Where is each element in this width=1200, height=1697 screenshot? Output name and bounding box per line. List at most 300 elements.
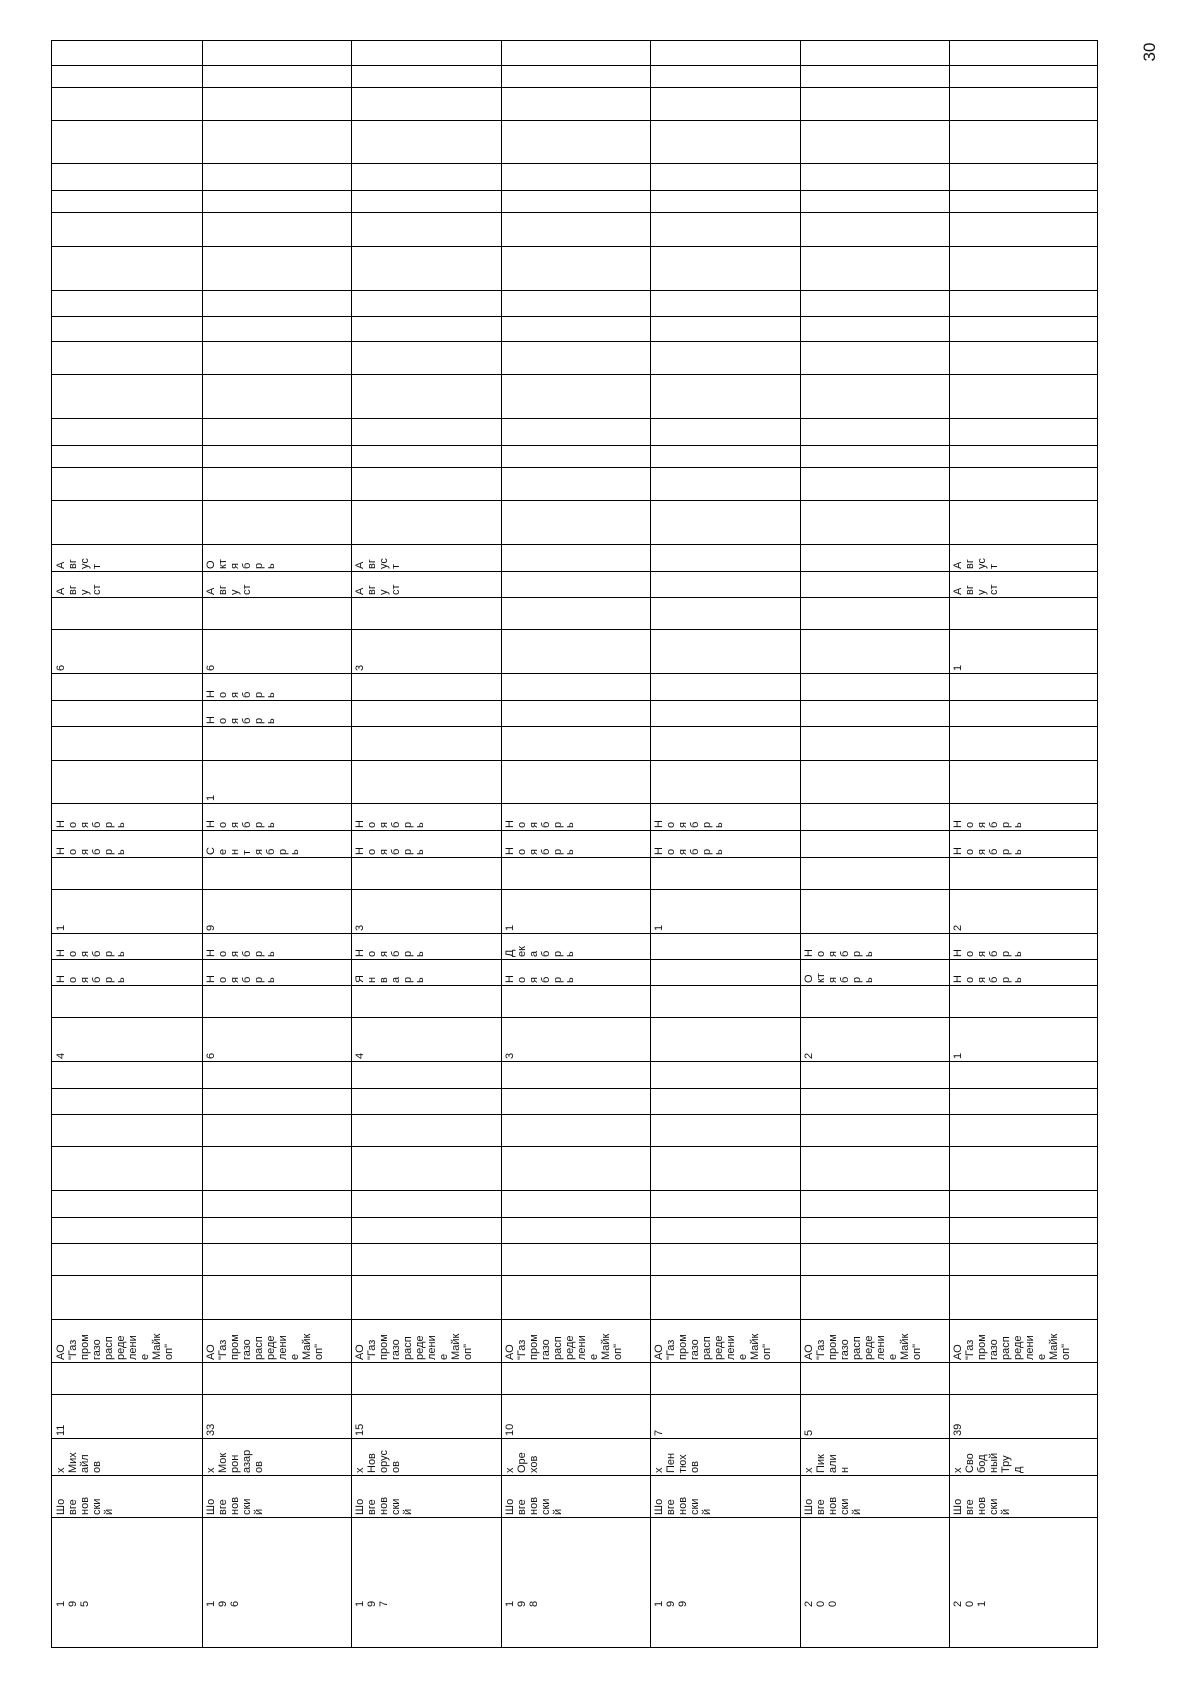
cell-text-line: 2 [803,1052,815,1059]
cell-text-line: о [964,976,976,983]
cell-text-line: ь [414,977,426,983]
cell-text-line: р [552,950,564,957]
cell-text-line: 1 [55,1600,67,1607]
cell-text-line: е [289,1353,301,1360]
cell-text-line: 1 [354,1600,366,1607]
row-divider [52,190,1097,191]
cell-text-line: р [253,691,265,698]
cell-text-line: Н [803,949,815,957]
cell-text-line: АО [504,1344,516,1360]
row-divider [52,857,1097,858]
count-cell [952,889,1096,933]
cell-text-line: лени [1024,1335,1036,1360]
cell-text-line: я [79,977,91,983]
cell-text-line: вг [217,585,229,595]
cell-text-line: оп" [612,1344,624,1360]
cell-text-line: е [1036,1353,1048,1360]
number-cell [354,1394,498,1438]
cell-text-line: Н [55,820,67,828]
cell-text-line: т [241,849,253,855]
cell-text-line: Н [205,820,217,828]
cell-text-line: 8 [528,1600,540,1607]
column-divider [351,41,352,1647]
count-cell [504,1017,648,1061]
cell-text-line: 9 [217,1600,229,1607]
cell-text-line: ь [1012,822,1024,828]
cell-text-line: о [217,691,229,698]
cell-text-line: Н [55,975,67,983]
cell-text-line: ст [390,584,402,595]
cell-text-line: 9 [67,1600,79,1607]
organization-cell [504,1319,648,1362]
cell-text-line: вг [366,585,378,595]
organization-cell [354,1319,498,1362]
cell-text-line: 0 [815,1600,827,1607]
cell-text-line: у [79,589,91,595]
month-cell [952,830,1096,857]
row-divider [52,467,1097,468]
cell-text-line: вге [516,1499,528,1515]
cell-text-line: ь [1012,951,1024,957]
cell-text-line: кт [815,973,827,983]
cell-text-line: 9 [366,1600,378,1607]
row-number-cell [952,1517,1096,1609]
cell-text-line: ь [265,718,277,724]
cell-text-line: р [103,821,115,828]
cell-text-line: Оре [516,1452,528,1473]
cell-text-line: о [67,848,79,855]
cell-text-line: нов [79,1496,91,1515]
cell-text-line: лени [875,1335,887,1360]
cell-text-line: б [241,562,253,569]
cell-text-line: о [815,950,827,957]
cell-text-line: я [229,977,241,983]
cell-text-line: АО [653,1344,665,1360]
cell-text-line: 3 [354,924,366,931]
cell-text-line: 9 [516,1600,528,1607]
cell-text-line: о [516,976,528,983]
cell-text-line: р [103,848,115,855]
cell-text-line: 1 [976,1600,988,1607]
cell-text-line: о [217,821,229,828]
month-cell [952,933,1096,959]
cell-text-line: Майк [1048,1333,1060,1360]
cell-text-line: Н [504,847,516,855]
cell-text-line: о [217,950,229,957]
cell-text-line: я [976,977,988,983]
cell-text-line: 1 [952,664,964,671]
cell-text-line: А [55,561,67,569]
cell-text-line: р [253,821,265,828]
cell-text-line: лени [725,1335,737,1360]
cell-text-line: газо [839,1339,851,1360]
cell-text-line: А [55,587,67,595]
cell-text-line: я [229,718,241,724]
cell-text-line: р [253,950,265,957]
row-divider [52,1275,1097,1276]
month-cell [205,673,349,700]
cell-text-line: оп" [163,1344,175,1360]
cell-text-line: д [1012,1466,1024,1473]
month-cell [205,933,349,959]
cell-text-line: реде [1012,1335,1024,1360]
settlement-cell [354,1475,498,1517]
cell-text-line: Н [952,949,964,957]
cell-text-line: у [976,589,988,595]
month-cell [354,571,498,597]
cell-text-line: Н [55,949,67,957]
row-divider [52,985,1097,986]
cell-text-line: х [354,1467,366,1473]
cell-text-line: р [103,950,115,957]
cell-text-line: "Газ [366,1339,378,1360]
cell-text-line: б [241,821,253,828]
cell-text-line: х [653,1467,665,1473]
cell-text-line: я [378,822,390,828]
cell-text-line: я [79,849,91,855]
month-cell [55,830,199,857]
cell-text-line: газо [390,1339,402,1360]
row-divider [52,163,1097,164]
cell-text-line: Н [205,975,217,983]
cell-text-line: р [701,848,713,855]
column-divider [800,41,801,1647]
cell-text-line: Н [952,847,964,855]
cell-text-line: б [540,950,552,957]
cell-text-line: р [253,717,265,724]
cell-text-line: б [689,821,701,828]
cell-text-line: А [952,561,964,569]
count-cell [803,1017,947,1061]
cell-text-line: н [229,848,241,855]
cell-text-line: у [229,589,241,595]
cell-text-line: ь [564,849,576,855]
cell-text-line: расп [851,1336,863,1360]
locality-cell [205,1438,349,1475]
cell-text-line: реде [564,1335,576,1360]
cell-text-line: реде [115,1335,127,1360]
cell-text-line: расп [552,1336,564,1360]
cell-text-line: ь [115,849,127,855]
locality-cell [952,1438,1096,1475]
cell-text-line: х [205,1467,217,1473]
cell-text-line: Майк [600,1333,612,1360]
column-divider [650,41,651,1647]
cell-text-line: газо [540,1339,552,1360]
cell-text-line: ь [564,977,576,983]
cell-text-line: у [378,589,390,595]
month-cell [354,933,498,959]
cell-text-line: Д [504,949,516,957]
cell-text-line: С [205,847,217,855]
month-cell [803,959,947,985]
month-cell [354,959,498,985]
cell-text-line: 15 [354,1423,366,1436]
cell-text-line: ус [378,558,390,569]
cell-text-line: й [253,1508,265,1515]
cell-text-line: Шо [653,1498,665,1515]
cell-text-line: б [540,821,552,828]
cell-text-line: ек [516,946,528,957]
row-divider [52,1243,1097,1244]
cell-text-line: Майк [899,1333,911,1360]
cell-text-line: б [241,976,253,983]
cell-text-line: Н [205,716,217,724]
organization-cell [55,1319,199,1362]
cell-text-line: али [827,1454,839,1473]
cell-text-line: пром [677,1334,689,1360]
cell-text-line: Н [653,820,665,828]
cell-text-line: 1 [205,1600,217,1607]
count-cell [205,1017,349,1061]
cell-text-line: ус [976,558,988,569]
cell-text-line: 33 [205,1423,217,1436]
cell-text-line: е [438,1353,450,1360]
row-divider [52,1362,1097,1363]
cell-text-line: Н [504,820,516,828]
cell-text-line: е [737,1353,749,1360]
row-number-cell [653,1517,797,1609]
count-cell [354,1017,498,1061]
cell-text-line: о [964,950,976,957]
row-divider [52,1114,1097,1115]
count-cell [205,889,349,933]
count-cell [952,629,1096,673]
cell-text-line: ь [265,951,277,957]
cell-text-line: АО [354,1344,366,1360]
cell-text-line: б [91,950,103,957]
cell-text-line: в [378,977,390,983]
cell-text-line: р [402,821,414,828]
cell-text-line: реде [713,1335,725,1360]
cell-text-line: я [677,822,689,828]
month-cell [205,803,349,830]
cell-text-line: я [253,849,265,855]
cell-text-line: р [1000,950,1012,957]
cell-text-line: расп [253,1336,265,1360]
cell-text-line: р [1000,976,1012,983]
row-number-cell [504,1517,648,1609]
row-divider [52,1190,1097,1191]
row-divider [52,316,1097,317]
cell-text-line: е [588,1353,600,1360]
cell-text-line: 2 [803,1600,815,1607]
cell-text-line: 6 [229,1600,241,1607]
cell-text-line: я [827,951,839,957]
cell-text-line: хов [528,1455,540,1473]
month-cell [55,571,199,597]
cell-text-line: я [528,822,540,828]
cell-text-line: пром [229,1334,241,1360]
cell-text-line: Н [354,949,366,957]
cell-text-line: ски [91,1498,103,1515]
cell-text-line: ь [115,822,127,828]
cell-text-line: ь [1012,977,1024,983]
cell-text-line: Шо [55,1498,67,1515]
row-number-cell [354,1517,498,1609]
row-divider [52,418,1097,419]
cell-text-line: 1 [952,1052,964,1059]
cell-text-line: Шо [952,1498,964,1515]
cell-text-line: 3 [354,664,366,671]
cell-text-line: вге [366,1499,378,1515]
cell-text-line: нов [677,1496,689,1515]
cell-text-line: 6 [205,1052,217,1059]
cell-text-line: Пен [665,1452,677,1473]
cell-text-line: т [91,563,103,569]
month-cell [55,959,199,985]
cell-text-line: б [91,976,103,983]
cell-text-line: Шо [803,1498,815,1515]
cell-text-line: реде [265,1335,277,1360]
column-divider [949,41,950,1647]
cell-text-line: р [1000,848,1012,855]
page-number: 30 [1140,42,1159,62]
month-cell [205,700,349,726]
cell-text-line: Майк [450,1333,462,1360]
cell-text-line: 10 [504,1423,516,1436]
cell-text-line: 4 [55,1052,67,1059]
cell-text-line: ь [713,849,725,855]
cell-text-line: ски [390,1498,402,1515]
cell-text-line: а [390,976,402,983]
cell-text-line: вг [67,585,79,595]
cell-text-line: н [366,976,378,983]
cell-text-line: ст [91,584,103,595]
cell-text-line: ь [265,977,277,983]
month-cell [354,544,498,571]
cell-text-line: Н [354,847,366,855]
cell-text-line: айл [79,1454,91,1473]
month-cell [55,803,199,830]
cell-text-line: я [528,849,540,855]
cell-text-line: ски [540,1498,552,1515]
cell-text-line: 11 [55,1424,67,1436]
cell-text-line: б [540,976,552,983]
cell-text-line: 1 [504,1600,516,1607]
cell-text-line: 1 [653,924,665,931]
cell-text-line: 1 [205,794,217,801]
cell-text-line: нов [827,1496,839,1515]
cell-text-line: ь [863,951,875,957]
cell-text-line: ов [91,1461,103,1473]
cell-text-line: р [851,976,863,983]
cell-text-line: вг [67,559,79,569]
cell-text-line: Майк [301,1333,313,1360]
cell-text-line: ь [713,822,725,828]
cell-text-line: тюх [677,1454,689,1473]
cell-text-line: 7 [378,1600,390,1607]
cell-text-line: ов [689,1461,701,1473]
row-divider [52,726,1097,727]
cell-text-line: р [701,821,713,828]
cell-text-line: "Газ [964,1339,976,1360]
settlement-cell [504,1475,648,1517]
cell-text-line: Майк [749,1333,761,1360]
cell-text-line: азар [241,1449,253,1473]
row-divider [52,1217,1097,1218]
cell-text-line: ь [265,822,277,828]
cell-text-line: х [952,1467,964,1473]
cell-text-line: я [528,977,540,983]
cell-text-line: б [390,950,402,957]
cell-text-line: р [851,950,863,957]
cell-text-line: лени [576,1335,588,1360]
cell-text-line: ски [839,1498,851,1515]
month-cell [504,803,648,830]
cell-text-line: й [1000,1508,1012,1515]
month-cell [504,959,648,985]
cell-text-line: Н [354,820,366,828]
cell-text-line: пром [79,1334,91,1360]
cell-text-line: я [976,822,988,828]
cell-text-line: "Газ [516,1339,528,1360]
count-cell [205,760,349,803]
row-number-cell [205,1517,349,1609]
count-cell [653,889,797,933]
cell-text-line: ь [414,822,426,828]
cell-text-line: о [366,848,378,855]
cell-text-line: о [665,821,677,828]
cell-text-line: 1 [504,924,516,931]
cell-text-line: ов [253,1461,265,1473]
data-table [51,40,1098,1648]
number-cell [504,1394,648,1438]
cell-text-line: 9 [205,924,217,931]
cell-text-line: ь [115,977,127,983]
number-cell [952,1394,1096,1438]
cell-text-line: Майк [151,1333,163,1360]
cell-text-line: 9 [677,1600,689,1607]
cell-text-line: б [988,950,1000,957]
cell-text-line: 1 [55,924,67,931]
cell-text-line: б [988,848,1000,855]
cell-text-line: р [1000,821,1012,828]
cell-text-line: 9 [665,1600,677,1607]
cell-text-line: вг [964,585,976,595]
cell-text-line: вге [217,1499,229,1515]
cell-text-line: х [803,1467,815,1473]
cell-text-line: "Газ [67,1339,79,1360]
cell-text-line: ов [390,1461,402,1473]
cell-text-line: А [354,561,366,569]
month-cell [354,803,498,830]
cell-text-line: 7 [653,1429,665,1436]
cell-text-line: ски [988,1498,1000,1515]
month-cell [205,830,349,857]
cell-text-line: АО [55,1344,67,1360]
month-cell [803,933,947,959]
cell-text-line: о [366,950,378,957]
locality-cell [504,1438,648,1475]
month-cell [55,933,199,959]
organization-cell [653,1319,797,1362]
locality-cell [653,1438,797,1475]
cell-text-line: лени [426,1335,438,1360]
cell-text-line: нов [976,1496,988,1515]
organization-cell [205,1319,349,1362]
cell-text-line: р [402,848,414,855]
cell-text-line: р [253,562,265,569]
settlement-cell [55,1475,199,1517]
count-cell [354,629,498,673]
cell-text-line: б [265,848,277,855]
cell-text-line: о [217,717,229,724]
cell-text-line: ь [1012,849,1024,855]
cell-text-line: ски [241,1498,253,1515]
cell-text-line: 0 [964,1600,976,1607]
cell-text-line: б [241,950,253,957]
